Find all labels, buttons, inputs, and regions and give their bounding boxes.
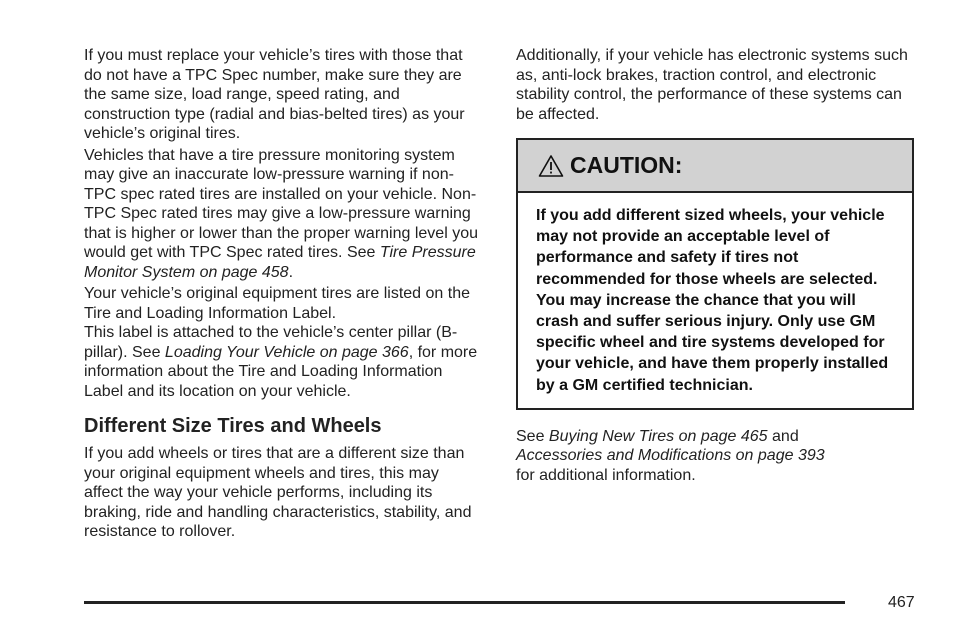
paragraph-label-location (84, 323, 482, 401)
paragraph-see-also (516, 427, 920, 486)
see-and: and (767, 427, 799, 445)
paragraph-tpc-replacement: If you must replace your vehicle’s tires with those that do not have a TPC Spec number, make sure they are the same size, load range, speed rating, and construction type (radial and bias-belted tires) as your vehicle’s original tires. (84, 47, 465, 142)
see-end: for additional information. (516, 466, 696, 484)
accessories-link[interactable]: Accessories and Modifications on page 393 (516, 447, 825, 465)
right-column (516, 46, 920, 485)
footer-rule (84, 601, 845, 604)
buying-tires-link[interactable]: Buying New Tires on page 465 (548, 427, 768, 445)
label-text: This label is attached to the vehicle’s center pillar (B-pillar). See (84, 324, 458, 361)
caution-box (516, 138, 914, 410)
paragraph-label-listed: Your vehicle’s original equipment tires are listed on the Tire and Loading Information Label. (84, 285, 471, 322)
caution-text: If you add different sized wheels, your vehicle may not provide an acceptable level of performance and safety if tires not recommended for those wheels are selected. You may increase the chance that you will crash and suffer serious injury. Only use GM specific wheel and tire systems developed for your vehicle, and have them properly installed by a GM certified technician. (536, 207, 889, 394)
caution-header (518, 140, 912, 193)
tpms-text: Vehicles that have a tire pressure monitoring system may give an inaccurate low-pressure warning if non-TPC spec rated tires are installed on your vehicle. Non-TPC Spec rated tires may give a low-pressure warning that is higher or lower than the proper warning level you would get with TPC Spec rated tires. See (84, 146, 478, 261)
paragraph-electronic-systems: Additionally, if your vehicle has electronic systems such as, anti-lock brakes, traction control, and electronic stability control, the performance of these systems can be affected. (516, 47, 908, 123)
see-start: See (516, 427, 549, 445)
caution-title: CAUTION: (570, 152, 683, 178)
warning-triangle-icon (538, 154, 564, 178)
paragraph-different-size: If you add wheels or tires that are a different size than your original equipment wheels and tires, this may affect the way your vehicle performs, including its braking, ride and handling characteristics, stability, and resistance to rollover. (84, 445, 472, 540)
tpms-end: . (288, 263, 294, 281)
left-column (84, 46, 482, 542)
page-number: 467 (888, 594, 915, 611)
section-heading: Different Size Tires and Wheels (84, 415, 382, 437)
tpms-link[interactable]: Tire Pressure Monitor System on page 458 (84, 244, 476, 281)
label-end: , for more information about the Tire and Loading Information Label and its location on your vehicle. (84, 343, 478, 400)
loading-link[interactable]: Loading Your Vehicle on page 366 (164, 343, 409, 361)
paragraph-tpms-warning (84, 146, 482, 283)
